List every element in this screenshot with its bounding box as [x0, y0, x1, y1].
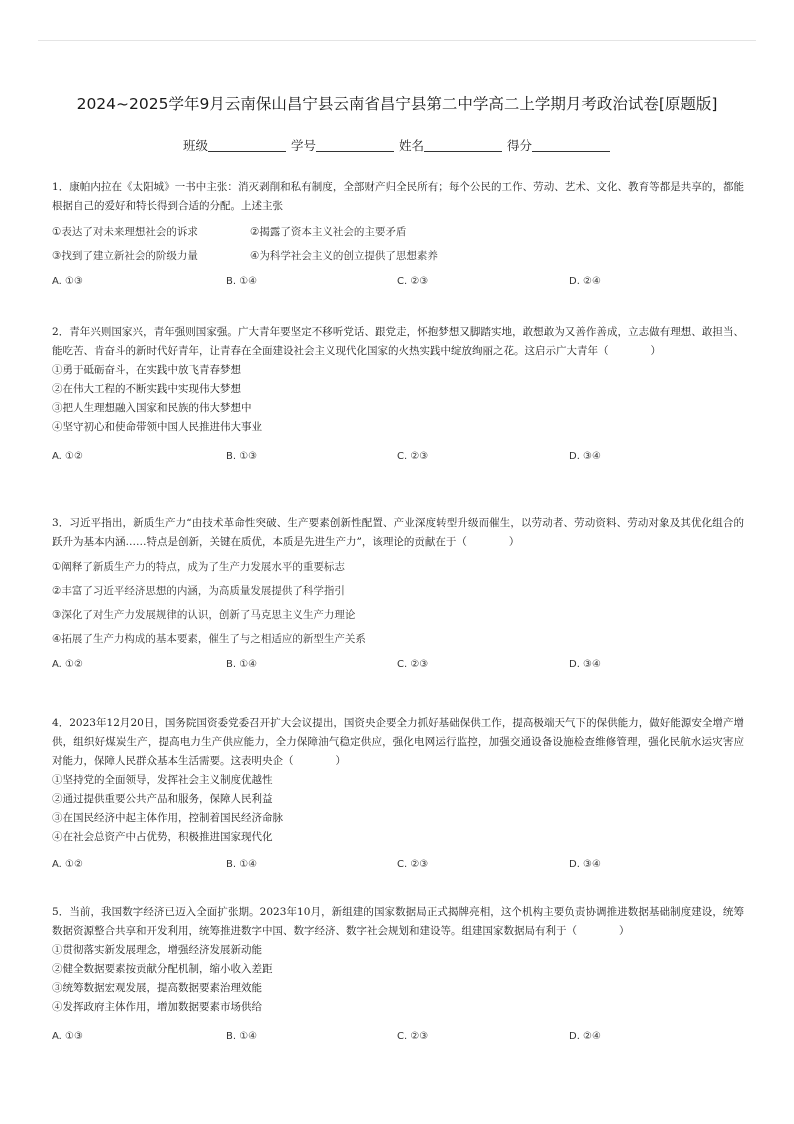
option-item: ④为科学社会主义的创立提供了思想素养 [250, 250, 438, 262]
name-label: 姓名 [398, 138, 424, 153]
student-info-line [0, 136, 794, 154]
question-stem: 3．习近平指出，新质生产力“由技术革命性突破、生产要素创新性配置、产业深度转型升级而催生，以劳动者、劳动资料、劳动对象及其优化组合的跃升为基本内涵……特点是创新，关键在质优，本质是先进生产力”，该理论的贡献在于（ ） [52, 517, 744, 548]
option-item: ②健全数据要素按贡献分配机制，缩小收入差距 [52, 963, 273, 975]
score-field [507, 136, 611, 154]
question-5 [52, 903, 744, 1047]
option-item: ③找到了建立新社会的阶级力量 [52, 250, 198, 262]
question-3 [52, 514, 744, 675]
header-divider [38, 40, 756, 41]
answer-choice-b[interactable]: B. ①④ [226, 859, 258, 870]
option-item: ③把人生理想融入国家和民族的伟大梦想中 [52, 402, 252, 414]
student-number-field [291, 136, 395, 154]
option-row [52, 555, 744, 579]
option-item: ①勇于砥砺奋斗，在实践中放飞青春梦想 [52, 364, 241, 376]
question-4 [52, 714, 744, 875]
name-field [399, 136, 503, 154]
option-row [52, 603, 744, 627]
answer-choice-b[interactable]: B. ①④ [226, 276, 258, 287]
student-number-blank[interactable] [316, 139, 394, 152]
option-item: ②丰富了习近平经济思想的内涵，为高质量发展提供了科学指引 [52, 585, 345, 597]
class-blank[interactable] [208, 139, 286, 152]
name-blank[interactable] [424, 139, 502, 152]
answer-choices [52, 855, 744, 875]
question-stem: 2．青年兴则国家兴，青年强则国家强。广大青年要坚定不移听党话、跟党走，怀抱梦想又脚踏实地，敢想敢为又善作善成，立志做有理想、敢担当、能吃苦、肯奋斗的新时代好青年，让青春在全面建设社会主义现代化国家的火热实践中绽放绚丽之花。这启示广大青年（ ） [52, 326, 744, 357]
student-number-label: 学号 [290, 138, 316, 153]
question-stem: 4．2023年12月20日，国务院国资委党委召开扩大会议提出，国资央企要全力抓好基础保供工作，提高极端天气下的保供能力，做好能源安全增产增供，组织好煤炭生产，提高电力生产供应能力，全力保障油气稳定供应，强化电网运行监控，加强交通设备设施检查维修管理，强化民航水运灾害应对能力，保障人民群众基本生活需要。这表明央企（ ） [52, 717, 744, 767]
option-item: ②在伟大工程的不断实践中实现伟大梦想 [52, 383, 241, 395]
answer-choice-b[interactable]: B. ①④ [226, 659, 258, 670]
option-item: ④在社会总资产中占优势，积极推进国家现代化 [52, 831, 273, 843]
answer-choice-c[interactable]: C. ②③ [397, 451, 429, 462]
score-blank[interactable] [532, 139, 610, 152]
answer-choice-a[interactable]: A. ①② [52, 859, 83, 870]
option-item: ①阐释了新质生产力的特点，成为了生产力发展水平的重要标志 [52, 561, 345, 573]
answer-choices [52, 447, 744, 467]
question-2 [52, 323, 744, 467]
answer-choices [52, 1027, 744, 1047]
score-label: 得分 [506, 138, 532, 153]
question-1 [52, 178, 744, 292]
option-item: ③深化了对生产力发展规律的认识，创新了马克思主义生产力理论 [52, 609, 356, 621]
question-stem: 1．康帕内拉在《太阳城》一书中主张：消灭剥削和私有制度，全部财产归全民所有；每个公民的工作、劳动、艺术、文化、教育等都是共享的，都能根据自己的爱好和特长得到合适的分配。上述主张 [52, 181, 744, 212]
answer-choice-a[interactable]: A. ①③ [52, 1031, 83, 1042]
answer-choice-b[interactable]: B. ①③ [226, 451, 258, 462]
option-item: ①表达了对未来理想社会的诉求 [52, 226, 198, 238]
option-item: ④拓展了生产力构成的基本要素，催生了与之相适应的新型生产关系 [52, 633, 366, 645]
answer-choice-d[interactable]: D. ②④ [569, 276, 601, 287]
option-item: ③在国民经济中起主体作用，控制着国民经济命脉 [52, 812, 283, 824]
option-item: ①坚持党的全面领导，发挥社会主义制度优越性 [52, 774, 273, 786]
answer-choice-c[interactable]: C. ②③ [397, 1031, 429, 1042]
option-row [52, 244, 744, 268]
answer-choice-c[interactable]: C. ②③ [397, 276, 429, 287]
answer-choice-a[interactable]: A. ①② [52, 451, 83, 462]
option-row [52, 627, 744, 651]
question-stem: 5．当前，我国数字经济已迈入全面扩张期。2023年10月，新组建的国家数据局正式揭牌亮相，这个机构主要负责协调推进数据基础制度建设，统筹数据资源整合共享和开发利用，统筹推进数字中国、数字经济、数字社会规划和建设等。组建国家数据局有利于（ ） [52, 906, 744, 937]
answer-choice-d[interactable]: D. ③④ [569, 659, 601, 670]
answer-choice-a[interactable]: A. ①③ [52, 276, 83, 287]
option-item: ④发挥政府主体作用，增加数据要素市场供给 [52, 1001, 262, 1013]
answer-choice-b[interactable]: B. ①④ [226, 1031, 258, 1042]
answer-choice-d[interactable]: D. ②④ [569, 1031, 601, 1042]
option-item: ②揭露了资本主义社会的主要矛盾 [250, 226, 407, 238]
answer-choice-d[interactable]: D. ③④ [569, 451, 601, 462]
option-item: ②通过提供重要公共产品和服务，保障人民利益 [52, 793, 273, 805]
exam-title: 2024~2025学年9月云南保山昌宁县云南省昌宁县第二中学高二上学期月考政治试卷[原题版] [76, 95, 718, 113]
answer-choice-d[interactable]: D. ③④ [569, 859, 601, 870]
answer-choice-a[interactable]: A. ①② [52, 659, 83, 670]
option-row [52, 220, 744, 244]
option-row [52, 579, 744, 603]
class-label: 班级 [182, 138, 208, 153]
class-field [183, 136, 287, 154]
answer-choice-c[interactable]: C. ②③ [397, 859, 429, 870]
option-item: ③统筹数据宏观发展，提高数据要素治理效能 [52, 982, 262, 994]
answer-choice-c[interactable]: C. ②③ [397, 659, 429, 670]
answer-choices [52, 272, 744, 292]
option-item: ①贯彻落实新发展理念，增强经济发展新动能 [52, 944, 262, 956]
answer-choices [52, 655, 744, 675]
option-item: ④坚守初心和使命带领中国人民推进伟大事业 [52, 421, 262, 433]
